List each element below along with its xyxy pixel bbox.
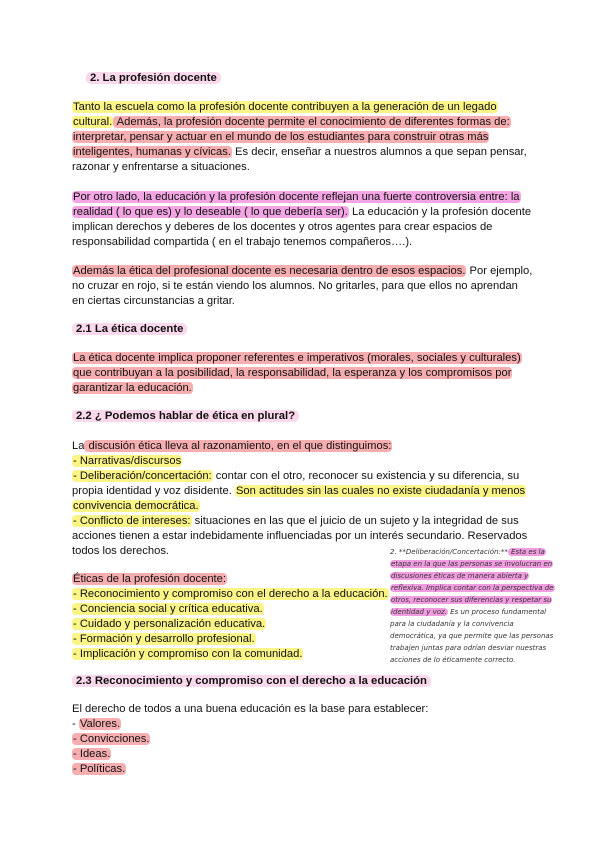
section-heading: 2.1 La ética docente: [72, 322, 187, 336]
text: realidad ( lo que es) y lo deseable ( lo que debería ser).: [73, 206, 348, 218]
text: que contribuyan a la posibilidad, la responsabilidad, la esperanza y los compromisos por: [73, 367, 512, 379]
list-item: - Conciencia social y crítica educativa.: [73, 603, 263, 615]
list-item: - Narrativas/discursos: [73, 455, 182, 467]
text: implican derechos y deberes de los docentes y otros agentes para crear espacios de: [72, 221, 493, 233]
section-heading: 2.2 ¿ Podemos hablar de ética en plural?: [72, 409, 299, 423]
note-text: 2. **Deliberación/Concertación:**: [390, 548, 508, 556]
text: propia identidad y voz disidente.: [72, 485, 235, 497]
list-item: - Implicación y compromiso con la comunidad.: [73, 648, 303, 660]
text: inteligentes, humanas y cívicas.: [73, 146, 231, 158]
note-text: identidad y voz.: [391, 608, 447, 616]
note-text: reflexiva. Implica contar con la perspectiva de: [391, 584, 554, 592]
text: discusión ética lleva al razonamiento, en el que distinguimos:: [85, 440, 392, 452]
text: razonar y enfrentarse a situaciones.: [72, 161, 250, 173]
list-item: - Políticas.: [73, 763, 126, 775]
note-text: para la ciudadanía y la convivencia: [390, 620, 514, 628]
list-item: - Ideas.: [73, 748, 111, 760]
list-item: - Cuidado y personalización educativa.: [73, 618, 266, 630]
text: El derecho de todos a una buena educación es la base para establecer:: [72, 703, 429, 715]
note-text: Esta es la: [508, 548, 545, 556]
text: contar con el otro, reconocer su existencia y su diferencia, su: [212, 470, 520, 482]
text: Tanto la escuela como la profesión docente contribuyen a la generación de un legado: [73, 101, 497, 113]
text: Son actitudes sin las cuales no existe ciudadanía y menos: [235, 485, 526, 497]
list-item: - Reconocimiento y compromiso con el derecho a la educación.: [73, 588, 388, 600]
text: Además la ética del profesional docente es necesaria dentro de esos espacios.: [73, 265, 466, 277]
text: convivencia democrática.: [73, 500, 199, 512]
text: no cruzar en rojo, si te están viendo los alumnos. No gritarles, para que ellos no aprendan: [72, 280, 518, 292]
list-item: - Deliberación/concertación:: [73, 470, 212, 482]
note-text: democrática, ya que permite que las personas: [390, 632, 554, 640]
text: La educación y la profesión docente: [348, 206, 532, 218]
section-heading: 2. La profesión docente: [86, 71, 221, 85]
text: -: [72, 718, 79, 730]
text: en ciertas circunstancias a gritar.: [72, 295, 235, 307]
text: La: [72, 440, 85, 452]
text: interpretar, pensar y actuar en el mundo de los estudiantes para construir otras más: [73, 131, 489, 143]
text: responsabilidad compartida ( en el trabajo tenemos compañeros….).: [72, 236, 413, 248]
list-item: Valores.: [79, 718, 121, 730]
list-item: - Convicciones.: [73, 733, 150, 745]
note-text: discusiones éticas de manera abierta y: [391, 572, 529, 580]
section-heading: 2.3 Reconocimiento y compromiso con el derecho a la educación: [72, 674, 431, 688]
text: situaciones en las que el juicio de un sujeto y la integridad de sus: [191, 515, 519, 527]
text: todos los derechos.: [72, 545, 170, 557]
text: Por otro lado, la educación y la profesión docente reflejan una fuerte controversia entre: la: [73, 191, 520, 203]
list-item: - Formación y desarrollo profesional.: [73, 633, 255, 645]
note-text: acciones de lo éticamente correcto.: [390, 656, 516, 664]
note-text: Es un proceso fundamental: [447, 608, 547, 616]
note-text: otros, reconocer sus diferencias y respetar su: [391, 596, 552, 604]
text: Además, la profesión docente permite el conocimiento de diferentes formas de:: [114, 116, 510, 128]
text: Es decir, enseñar a nuestros alumnos a que sepan pensar,: [231, 146, 527, 158]
list-item: - Conflicto de intereses:: [73, 515, 191, 527]
text: La ética docente implica proponer referentes e imperativos (morales, sociales y culturales): [73, 352, 521, 364]
note-text: etapa en la que las personas se involucran en: [391, 560, 553, 568]
text: acciones tienen a estar indebidamente influenciadas por un interés secundario. Reservados: [72, 530, 528, 542]
text: cultural.: [73, 116, 113, 128]
note-text: trabajen juntas para odrían desviar nuestras: [390, 644, 547, 652]
text: garantizar la educación.: [73, 382, 192, 394]
text: Por ejemplo,: [466, 265, 533, 277]
list-title: Éticas de la profesión docente:: [73, 573, 226, 585]
